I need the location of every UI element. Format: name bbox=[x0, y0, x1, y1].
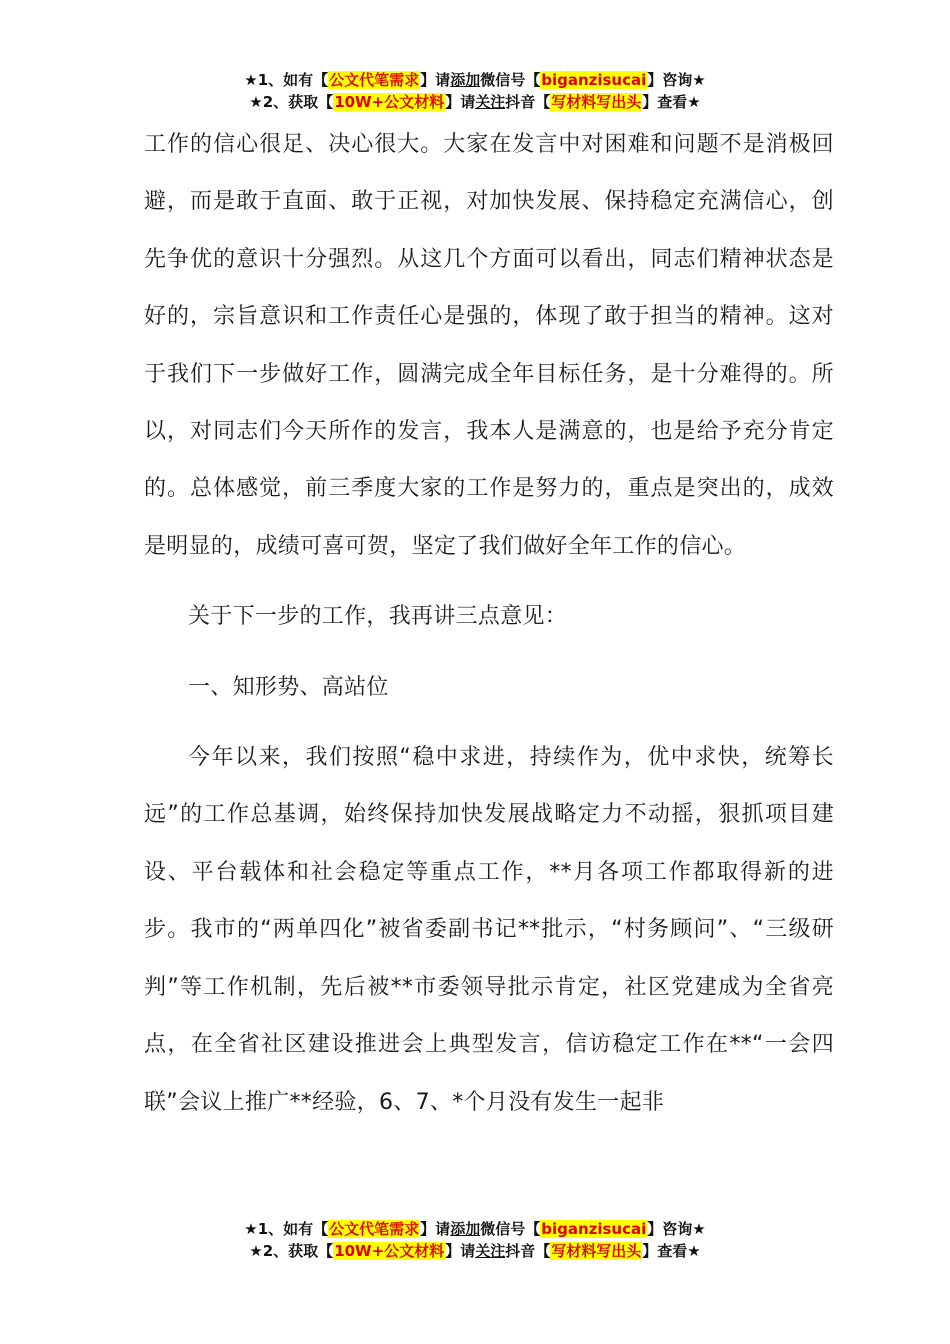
header-banner-line-2 bbox=[0, 91, 950, 113]
document-body bbox=[144, 116, 834, 1131]
banner-highlight: 10W+公文材料 bbox=[334, 93, 445, 111]
footer-banner-line-2 bbox=[0, 1240, 950, 1262]
banner-text: 】请 bbox=[445, 1242, 476, 1260]
footer-banner bbox=[0, 1218, 950, 1262]
banner-underline: 关注 bbox=[475, 93, 506, 111]
banner-text: 】查看★ bbox=[642, 1242, 701, 1260]
paragraph-intro: 关于下一步的工作，我再讲三点意见： bbox=[188, 604, 568, 630]
footer-banner-line-1 bbox=[0, 1218, 950, 1240]
douyin-highlight: 写材料写出头 bbox=[551, 1242, 642, 1260]
banner-underline: 添加 bbox=[450, 71, 481, 89]
banner-text: 】咨询★ bbox=[647, 1220, 706, 1238]
banner-text: 微信号【 bbox=[480, 71, 541, 89]
banner-highlight: 公文代笔需求 bbox=[329, 71, 420, 89]
banner-underline: 添加 bbox=[450, 1220, 481, 1238]
banner-text: 】请 bbox=[420, 71, 451, 89]
section-heading-1: 一、知形势、高站位 bbox=[188, 674, 389, 700]
banner-text: ★2、获取【 bbox=[249, 1242, 334, 1260]
banner-text: 抖音【 bbox=[505, 93, 551, 111]
paragraph-continuation: 工作的信心很足、决心很大。大家在发言中对困难和问题不是消极回避，而是敢于直面、敢于正视，对加快发展、保持稳定充满信心，创先争优的意识十分强烈。从这几个方面可以看出，同志们精神状态是好的，宗旨意识和工作责任心是强的，体现了敢于担当的精神。这对于我们下一步做好工作，圆满完成全年目标任务，是十分难得的。所以，对同志们今天所作的发言，我本人是满意的，也是给予充分肯定的。总体感觉，前三季度大家的工作是努力的，重点是突出的，成效是明显的，成绩可喜可贺，坚定了我们做好全年工作的信心。 bbox=[144, 132, 834, 559]
banner-text: 微信号【 bbox=[480, 1220, 541, 1238]
banner-text: 】咨询★ bbox=[647, 71, 706, 89]
banner-text: ★2、获取【 bbox=[249, 93, 334, 111]
banner-underline: 关注 bbox=[475, 1242, 506, 1260]
banner-text: ★1、如有【 bbox=[244, 1220, 329, 1238]
banner-text: 】请 bbox=[420, 1220, 451, 1238]
wechat-id-highlight: biganzisucai bbox=[541, 1220, 647, 1238]
douyin-highlight: 写材料写出头 bbox=[551, 93, 642, 111]
wechat-id-highlight: biganzisucai bbox=[541, 71, 647, 89]
header-banner-line-1 bbox=[0, 69, 950, 91]
banner-text: 】查看★ bbox=[642, 93, 701, 111]
banner-text: 】请 bbox=[445, 93, 476, 111]
header-banner bbox=[0, 69, 950, 113]
banner-text: 抖音【 bbox=[505, 1242, 551, 1260]
banner-text: ★1、如有【 bbox=[244, 71, 329, 89]
paragraph-section-1: 今年以来，我们按照“稳中求进，持续作为，优中求快，统筹长远”的工作总基调，始终保持加快发展战略定力不动摇，狠抓项目建设、平台载体和社会稳定等重点工作，**月各项工作都取得新的进步。我市的“两单四化”被省委副书记**批示，“村务顾问”、“三级研判”等工作机制，先后被**市委领导批示肯定，社区党建成为全省亮点，在全省社区建设推进会上典型发言，信访稳定工作在**“一会四联”会议上推广**经验，6、7、*个月没有发生一起非 bbox=[144, 745, 834, 1115]
banner-highlight: 10W+公文材料 bbox=[334, 1242, 445, 1260]
banner-highlight: 公文代笔需求 bbox=[329, 1220, 420, 1238]
